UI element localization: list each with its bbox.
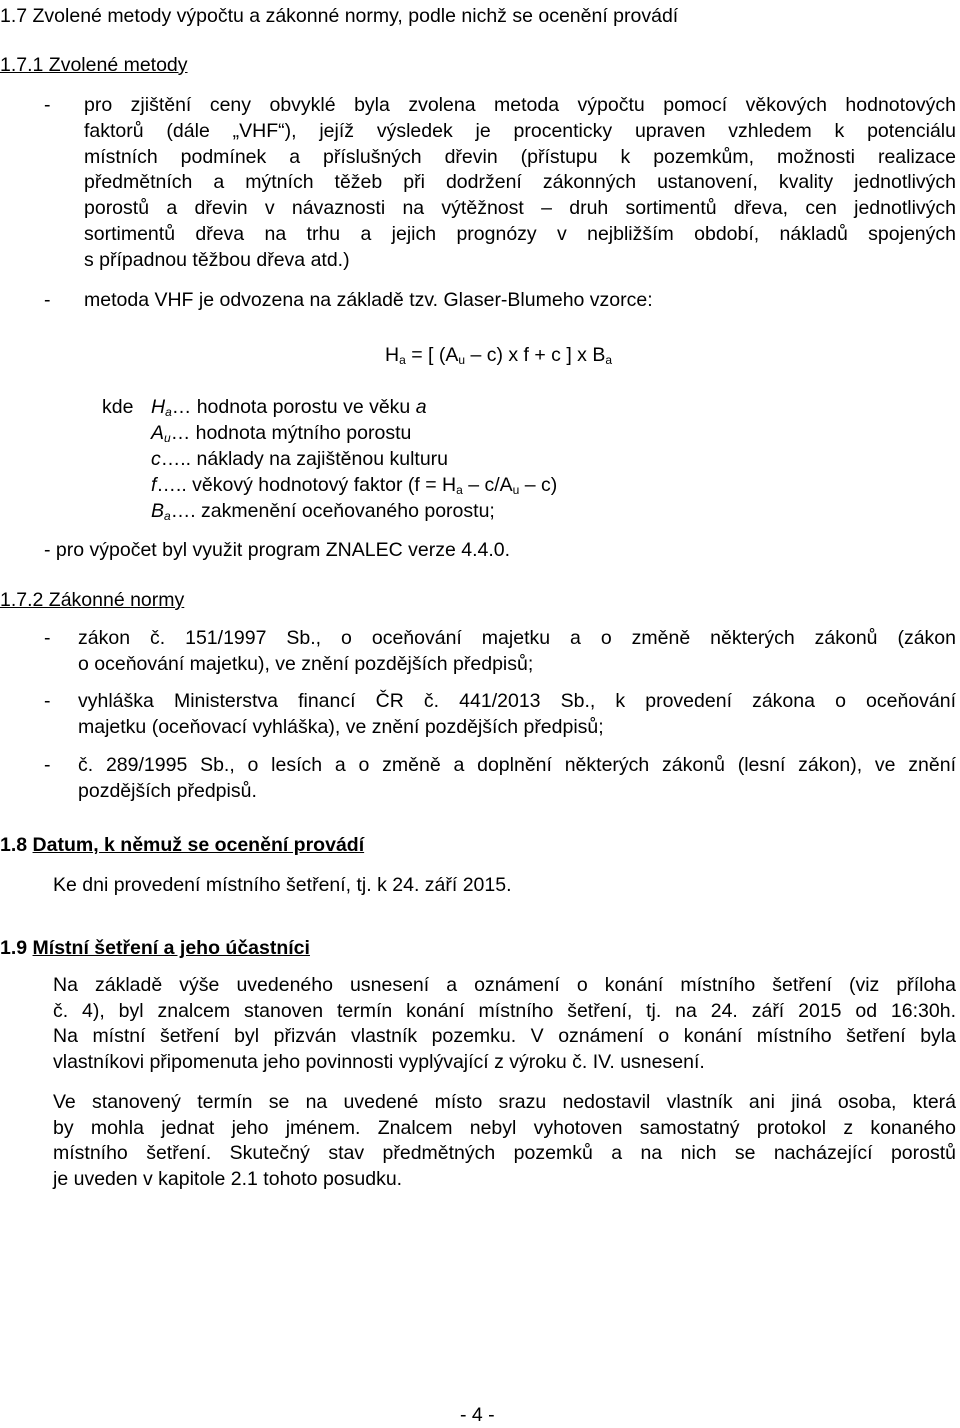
text-line: sortimentů dřeva na trhu a jejich prognózy v nejbližším období, nákladů spojených (84, 223, 956, 245)
program-note: - pro výpočet byl využit program ZNALEC verze 4.4.0. (44, 539, 511, 561)
kde-label: kde (102, 396, 134, 418)
text-line: místních podmínek a příslušných dřevin (přístupu k pozemkům, možnosti realizace (84, 145, 956, 168)
definition-c: c….. náklady na zajištěnou kulturu (151, 448, 449, 470)
list-bullet: - (44, 289, 51, 311)
text-line: s případnou těžbou dřeva atd.) (84, 248, 350, 271)
definition-Au: $A_u\dots$ hodnota mýtního porostu (151, 422, 412, 445)
subsection-1-7-1-heading: 1.7.1 Zvolené metody (0, 54, 188, 76)
text-line: je uveden v kapitole 2.1 tohoto posudku. (53, 1167, 403, 1190)
text-line: Na místní šetření byl přizván vlastník pozemku. V oznámení o konání místního šetření byla (53, 1025, 956, 1047)
methods-item-2: metoda VHF je odvozena na základě tzv. Glaser-Blumeho vzorce: (84, 289, 653, 311)
subsection-1-7-2-heading: 1.7.2 Zákonné normy (0, 589, 185, 611)
list-bullet: - (44, 690, 51, 712)
text-line: zákon č. 151/1997 Sb., o oceňování majetku a o změně některých zákonů (zákon (78, 627, 956, 649)
section-1-9-heading: 1.9 Místní šetření a jeho účastníci (0, 937, 310, 959)
list-bullet: - (44, 94, 51, 116)
formula: $H_a$ = [ $(A_u - c)$ x f + c ] x $B_a$ (385, 344, 613, 367)
text-line: předmětních a mýtních těžeb při dodržení zákonných ustanovení, kvality jednotlivých (84, 171, 956, 194)
text-line: faktorů (dále „VHF“), jejíž výsledek je procenticky upraven vzhledem k potenciálu (84, 119, 956, 142)
text-line: č. 4), byl znalcem stanoven termín konání místního šetření, tj. na 24. září 2015 od 16:30h. (53, 999, 956, 1022)
text-line: č. 289/1995 Sb., o lesích a o změně a doplnění některých zákonů (lesní zákon), ve znění (78, 754, 956, 776)
section-1-8-text: Ke dni provedení místního šetření, tj. k 24. září 2015. (53, 874, 512, 896)
section-1-8-heading: 1.8 Datum, k němuž se ocenění provádí (0, 834, 365, 856)
text-line: vlastníkovi připomenuta jeho povinnosti vyplývající z výroku č. IV. usnesení. (53, 1050, 705, 1073)
text-line: Na základě výše uvedeného usnesení a oznámení o konání místního šetření (viz příloha (53, 974, 956, 996)
text-line: pro zjištění ceny obvyklé byla zvolena metoda výpočtu pomocí věkových hodnotových (84, 94, 956, 116)
text-line: porostů a dřevin v návaznosti na výtěžnost – druh sortimentů dřeva, cen jednotlivých (84, 197, 956, 220)
text-line: majetku (oceňovací vyhláška), ve znění pozdějších předpisů; (78, 716, 604, 738)
text-line: pozdějších předpisů. (78, 780, 257, 802)
text-line: by mohla jednat jeho jménem. Znalcem nebyl vyhotoven samostatný protokol z konaného (53, 1116, 956, 1139)
list-bullet: - (44, 627, 51, 649)
definition-Ba: $B_a\dots$. zakmenění oceňovaného porostu; (151, 500, 495, 523)
definition-Ha: $H_a\dots$ hodnota porostu ve věku a (151, 396, 427, 419)
section-1-7-heading: 1.7 Zvolené metody výpočtu a zákonné normy, podle nichž se ocenění provádí (0, 5, 679, 27)
page-number: - 4 - (460, 1404, 495, 1426)
definition-f: f….. věkový hodnotový faktor $(f = H_a - c/A_u - c)$ (151, 474, 558, 497)
text-line: místního šetření. Skutečný stav předmětných pozemků a na nich se nacházející porostů (53, 1142, 956, 1164)
text-line: vyhláška Ministerstva financí ČR č. 441/2013 Sb., k provedení zákona o oceňování (78, 690, 956, 712)
text-line: Ve stanovený termín se na uvedené místo srazu nedostavil vlastník ani jiná osoba, která (53, 1091, 956, 1113)
text-line: o oceňování majetku), ve znění pozdějších předpisů; (78, 653, 534, 675)
list-bullet: - (44, 754, 51, 776)
